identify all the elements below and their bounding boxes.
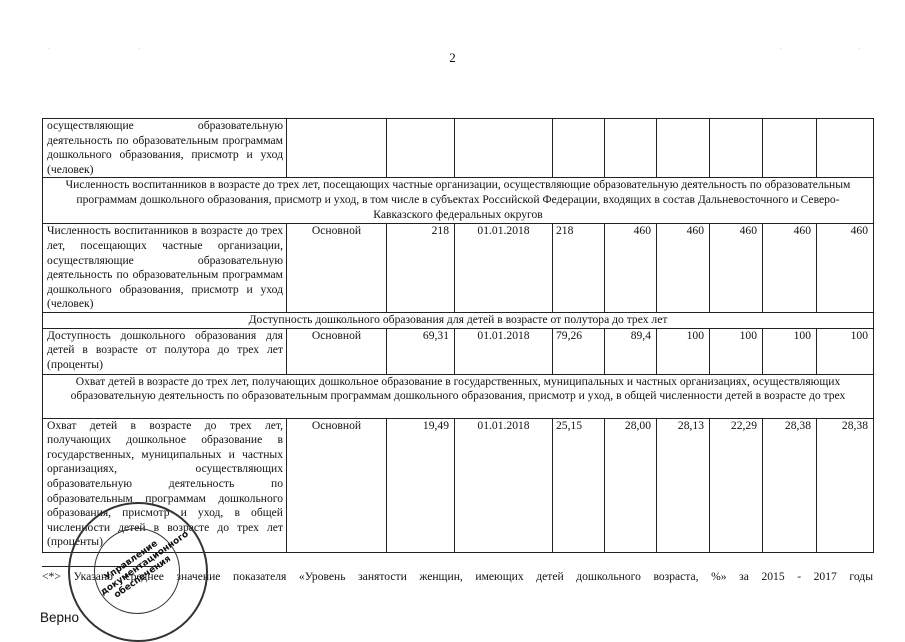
base-value-cell bbox=[387, 119, 455, 178]
page-number: 2 bbox=[449, 50, 456, 65]
value-2019-cell: 218 bbox=[553, 224, 605, 313]
base-date-cell: 01.01.2018 bbox=[455, 224, 553, 313]
section-header-cell: Доступность дошкольного образования для детей в возрасте от полутора до трех лет bbox=[43, 312, 874, 328]
certification-mark: Верно bbox=[40, 610, 79, 625]
value-2021-cell: 460 bbox=[657, 224, 710, 313]
value-2019-cell: 25,15 bbox=[553, 418, 605, 552]
value-2022-cell: 22,29 bbox=[710, 418, 763, 552]
value-2022-cell: 100 bbox=[710, 328, 763, 374]
indicator-type-cell bbox=[287, 119, 387, 178]
value-2021-cell: 28,13 bbox=[657, 418, 710, 552]
section-header-row bbox=[43, 312, 874, 328]
value-2019-cell bbox=[553, 119, 605, 178]
indicator-type-cell: Основной bbox=[287, 328, 387, 374]
value-2023-cell: 28,38 bbox=[763, 418, 817, 552]
scan-speck: · bbox=[780, 46, 782, 52]
seal-center-text: Управление документационного обеспечения bbox=[98, 529, 191, 601]
base-value-cell: 218 bbox=[387, 224, 455, 313]
indicator-name-cell: Численность воспитанников в возрасте до трех лет, посещающих частные организации, осуществляющие образовательную деятельность по образовательным программам дошкольного образования, присмотр и уход (человек) bbox=[43, 224, 287, 313]
scan-speck: · bbox=[48, 46, 50, 52]
section-header-row bbox=[43, 374, 874, 418]
base-value-cell: 19,49 bbox=[387, 418, 455, 552]
value-2022-cell: 460 bbox=[710, 224, 763, 313]
scan-speck: · bbox=[858, 46, 860, 52]
indicator-type-cell: Основной bbox=[287, 418, 387, 552]
section-header-cell: Численность воспитанников в возрасте до трех лет, посещающих частные организации, осуществляющие образовательную деятельность по образовательным программам дошкольного образования, присмотр и уход, в том числе в субъектах Российской Федерации, входящих в состав Дальневосточного и Северо-Кавказского федеральных округов bbox=[43, 178, 874, 224]
base-date-cell: 01.01.2018 bbox=[455, 418, 553, 552]
base-date-cell: 01.01.2018 bbox=[455, 328, 553, 374]
indicator-name-cell: осуществляющие образовательную деятельность по образовательным программам дошкольного образования, присмотр и уход (человек) bbox=[43, 119, 287, 178]
scan-speck: · bbox=[138, 46, 140, 52]
table-row bbox=[43, 224, 874, 313]
table-row bbox=[43, 328, 874, 374]
indicator-name-cell: Охват детей в возрасте до трех лет, получающих дошкольное образование в государственных, муниципальных и частных организациях, осуществляющих образовательную деятельность по образовательным программам дошкольного образования, присмотр и уход, в общей численности детей в возрасте до трех лет (проценты) bbox=[43, 418, 287, 552]
indicator-name-cell: Доступность дошкольного образования для детей в возрасте от полутора до трех лет (проценты) bbox=[43, 328, 287, 374]
value-2019-cell: 79,26 bbox=[553, 328, 605, 374]
value-2023-cell: 100 bbox=[763, 328, 817, 374]
value-2024-cell: 460 bbox=[817, 224, 874, 313]
value-2020-cell: 460 bbox=[605, 224, 657, 313]
value-2020-cell: 28,00 bbox=[605, 418, 657, 552]
indicators-table-body bbox=[43, 119, 874, 553]
value-2021-cell: 100 bbox=[657, 328, 710, 374]
value-2020-cell: 89,4 bbox=[605, 328, 657, 374]
value-2023-cell: 460 bbox=[763, 224, 817, 313]
footnote: <*> Указано среднее значение показателя «Уровень занятости женщин, имеющих детей дошкольного возраста, %» за 2015 - 2017 годы bbox=[42, 570, 873, 583]
section-header-cell: Охват детей в возрасте до трех лет, получающих дошкольное образование в государственных, муниципальных и частных организациях, осуществляющих образовательную деятельность по образовательным программам дошкольного образования, присмотр и уход, в общей численности детей в возрасте до трех bbox=[43, 374, 874, 418]
value-2024-cell: 28,38 bbox=[817, 418, 874, 552]
indicator-type-cell: Основной bbox=[287, 224, 387, 313]
value-2024-cell bbox=[817, 119, 874, 178]
indicators-table bbox=[42, 118, 874, 553]
value-2020-cell bbox=[605, 119, 657, 178]
value-2022-cell bbox=[710, 119, 763, 178]
base-date-cell bbox=[455, 119, 553, 178]
value-2024-cell: 100 bbox=[817, 328, 874, 374]
base-value-cell: 69,31 bbox=[387, 328, 455, 374]
value-2023-cell bbox=[763, 119, 817, 178]
official-seal bbox=[68, 502, 208, 642]
section-header-row bbox=[43, 178, 874, 224]
value-2021-cell bbox=[657, 119, 710, 178]
table-row bbox=[43, 119, 874, 178]
